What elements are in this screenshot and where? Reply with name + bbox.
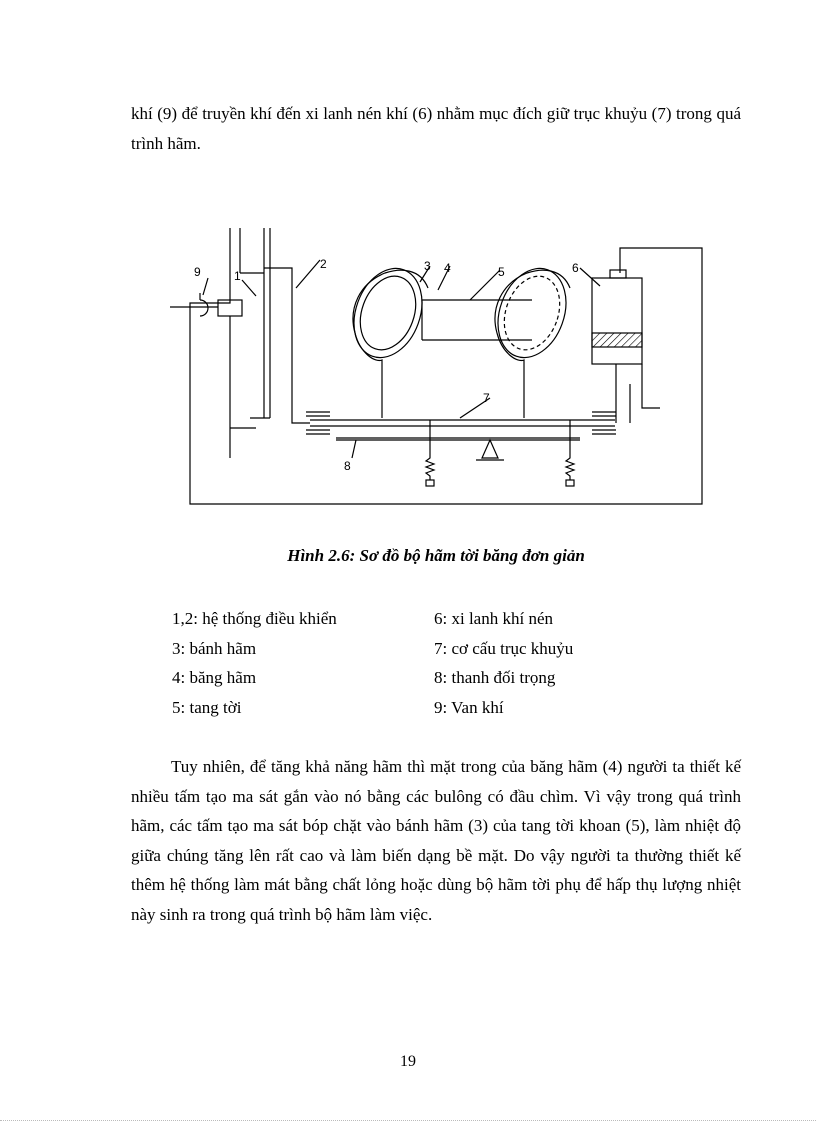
legend-item: 5: tang tời xyxy=(172,698,242,718)
control-rod-2 xyxy=(264,268,310,423)
legend-item: 1,2: hệ thống điều khiển xyxy=(172,609,337,628)
diagram-label-3: 3 xyxy=(424,259,431,273)
legend-right xyxy=(434,604,573,723)
figure-caption: Hình 2.6: Sơ đồ bộ hãm tời băng đơn giản xyxy=(287,546,585,565)
legend-item: 8: thanh đối trọng xyxy=(434,668,556,688)
diagram-label-6: 6 xyxy=(572,261,579,275)
page-number: 19 xyxy=(400,1053,416,1070)
diagram-label-8: 8 xyxy=(344,459,351,473)
paragraph-main xyxy=(131,752,741,930)
legend-item: 6: xi lanh khí nén xyxy=(434,609,553,628)
legend-item: 9: Van khí xyxy=(434,698,504,718)
paragraph-intro: khí (9) để truyền khí đến xi lanh nén khí (6) nhằm mục đích giữ trục khuỷu (7) trong quá trình hãm. xyxy=(131,104,741,153)
diagram-label-7: 7 xyxy=(483,391,490,405)
legend-item: 4: băng hãm xyxy=(172,668,257,688)
diagram-label-4: 4 xyxy=(444,261,451,275)
legend-left xyxy=(172,604,337,723)
diagram-label-5: 5 xyxy=(498,265,505,279)
page-bottom-rule xyxy=(0,1120,816,1121)
spring-left xyxy=(426,420,434,480)
pivot-support xyxy=(482,440,498,458)
diagram-label-9: 9 xyxy=(194,265,201,279)
diagram-label-1: 1 xyxy=(234,269,241,283)
brake-band-left xyxy=(353,270,428,418)
diagram-label-2: 2 xyxy=(320,257,327,271)
spring-right xyxy=(566,420,574,480)
brake-winch-diagram xyxy=(160,228,720,518)
brake-wheel-left xyxy=(342,259,434,367)
air-cylinder-6 xyxy=(592,278,642,364)
cylinder-piston xyxy=(592,333,642,347)
legend-item: 7: cơ cấu trục khuỷu xyxy=(434,638,574,658)
legend-item: 3: bánh hãm xyxy=(172,638,257,658)
paragraph-main-text: Tuy nhiên, để tăng khả năng hãm thì mặt trong của băng hãm (4) người ta thiết kế nhiều tấm tạo ma sát gắn vào nó bằng các bulông có đầu chìm. Vì vậy trong quá trình hãm, các tấm tạo ma sát bóp chặt vào bánh hãm (3) của tang tời khoan (5), làm nhiệt độ giữa chúng tăng lên rất cao và làm biến dạng bề mặt. Do vậy người ta thường thiết kế thêm hệ thống làm mát bằng chất lỏng hoặc dùng bộ hãm tời phụ để hấp thụ lượng nhiệt này sinh ra trong quá trình bộ hãm làm việc. xyxy=(131,757,741,924)
bearing-right xyxy=(592,412,616,434)
